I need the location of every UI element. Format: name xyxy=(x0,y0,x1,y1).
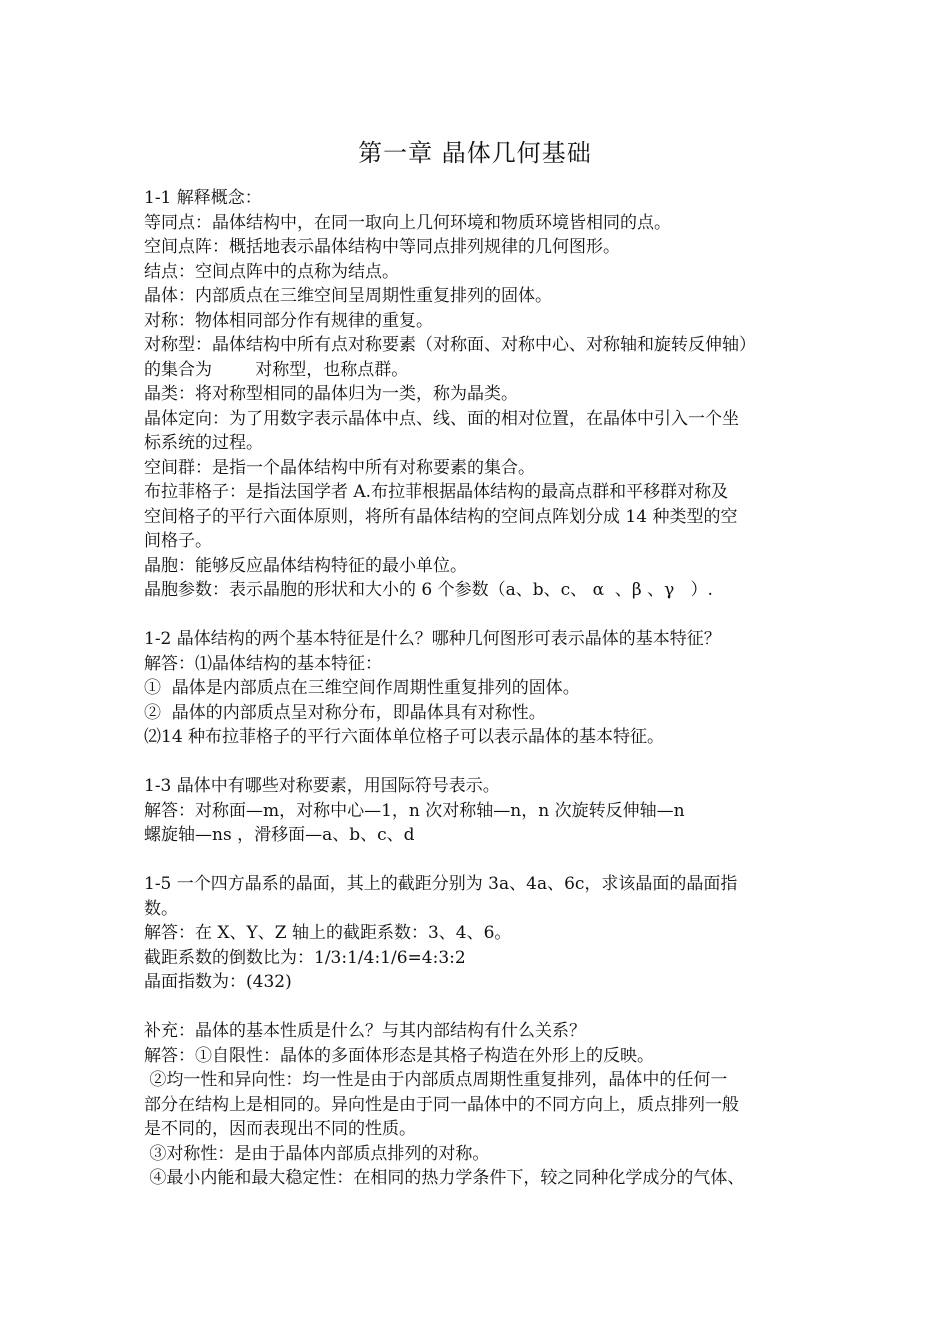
answer-line: 截距系数的倒数比为：1/3:1/4:1/6=4:3:2 xyxy=(144,947,466,968)
definition-line: 晶类：将对称型相同的晶体归为一类，称为晶类。 xyxy=(144,384,518,404)
paragraph-gap xyxy=(144,848,814,873)
supplement-heading: 补充：晶体的基本性质是什么？与其内部结构有什么关系？ xyxy=(144,1021,586,1041)
paragraph-gap xyxy=(144,750,814,775)
chapter-title: 第一章 晶体几何基础 xyxy=(358,139,592,167)
section-heading-1-1: 1-1 解释概念： xyxy=(144,188,262,208)
definition-line: 晶胞参数：表示晶胞的形状和大小的 6 个参数（a、b、c、 α 、β 、γ ）. xyxy=(144,580,713,600)
section-heading-1-2: 1-2 晶体结构的两个基本特征是什么？哪种几何图形可表示晶体的基本特征？ xyxy=(144,629,721,649)
answer-line: ② 晶体的内部质点呈对称分布，即晶体具有对称性。 xyxy=(144,702,546,723)
definition-line: 结点：空间点阵中的点称为结点。 xyxy=(144,261,399,282)
definition-line: 空间格子的平行六面体原则，将所有晶体结构的空间点阵划分成 14 种类型的空 xyxy=(144,506,738,527)
definition-line: 对称：物体相同部分作有规律的重复。 xyxy=(144,310,433,331)
answer-line: ④最小内能和最大稳定性：在相同的热力学条件下，较之同种化学成分的气体、 xyxy=(144,1168,745,1188)
answer-line: 晶面指数为：(432) xyxy=(144,972,292,992)
answer-line: 解答：在 X、Y、Z 轴上的截距系数：3、4、6。 xyxy=(144,923,512,943)
answer-line: ⑵14 种布拉菲格子的平行六面体单位格子可以表示晶体的基本特征。 xyxy=(144,727,665,747)
answer-line: 解答：对称面—m，对称中心—1，n 次对称轴—n，n 次旋转反伸轴—n xyxy=(144,800,685,821)
section-heading-1-3: 1-3 晶体中有哪些对称要素，用国际符号表示。 xyxy=(144,776,500,796)
answer-line: ③对称性：是由于晶体内部质点排列的对称。 xyxy=(144,1143,490,1164)
definition-line: 空间群：是指一个晶体结构中所有对称要素的集合。 xyxy=(144,457,535,478)
paragraph-gap xyxy=(144,603,814,628)
paragraph-gap xyxy=(144,995,814,1020)
answer-line: 解答：①自限性：晶体的多面体形态是其格子构造在外形上的反映。 xyxy=(144,1045,654,1066)
definition-line: 晶胞：能够反应晶体结构特征的最小单位。 xyxy=(144,555,467,576)
answer-line: 解答：⑴晶体结构的基本特征： xyxy=(144,653,382,674)
definition-line: 晶体定向：为了用数字表示晶体中点、线、面的相对位置，在晶体中引入一个坐 xyxy=(144,408,739,429)
answer-line: 部分在结构上是相同的。异向性是由于同一晶体中的不同方向上，质点排列一般 xyxy=(144,1094,739,1115)
section-heading-1-5: 1-5 一个四方晶系的晶面，其上的截距分别为 3a、4a、6c，求该晶面的晶面指 xyxy=(144,874,738,894)
answer-line: 是不同的，因而表现出不同的性质。 xyxy=(144,1119,416,1139)
definition-line: 等同点：晶体结构中，在同一取向上几何环境和物质环境皆相同的点。 xyxy=(144,212,671,233)
definition-line: 标系统的过程。 xyxy=(144,433,263,453)
answer-line: 螺旋轴—ns ，滑移面—a、b、c、d xyxy=(144,825,415,845)
section-heading-1-5-cont: 数。 xyxy=(144,898,178,919)
definition-line: 布拉菲格子：是指法国学者 A.布拉菲根据晶体结构的最高点群和平移群对称及 xyxy=(144,482,729,502)
definition-line: 对称型：晶体结构中所有点对称要素（对称面、对称中心、对称轴和旋转反伸轴） xyxy=(144,335,756,355)
definition-line: 晶体：内部质点在三维空间呈周期性重复排列的固体。 xyxy=(144,286,552,306)
definition-line: 间格子。 xyxy=(144,531,212,551)
answer-line: ②均一性和异向性：均一性是由于内部质点周期性重复排列，晶体中的任何一 xyxy=(144,1070,728,1090)
definition-line: 的集合为 对称型，也称点群。 xyxy=(144,359,409,380)
document-body xyxy=(144,186,814,1191)
answer-line: ① 晶体是内部质点在三维空间作周期性重复排列的固体。 xyxy=(144,678,580,698)
definition-line: 空间点阵：概括地表示晶体结构中等同点排列规律的几何图形。 xyxy=(144,237,620,257)
